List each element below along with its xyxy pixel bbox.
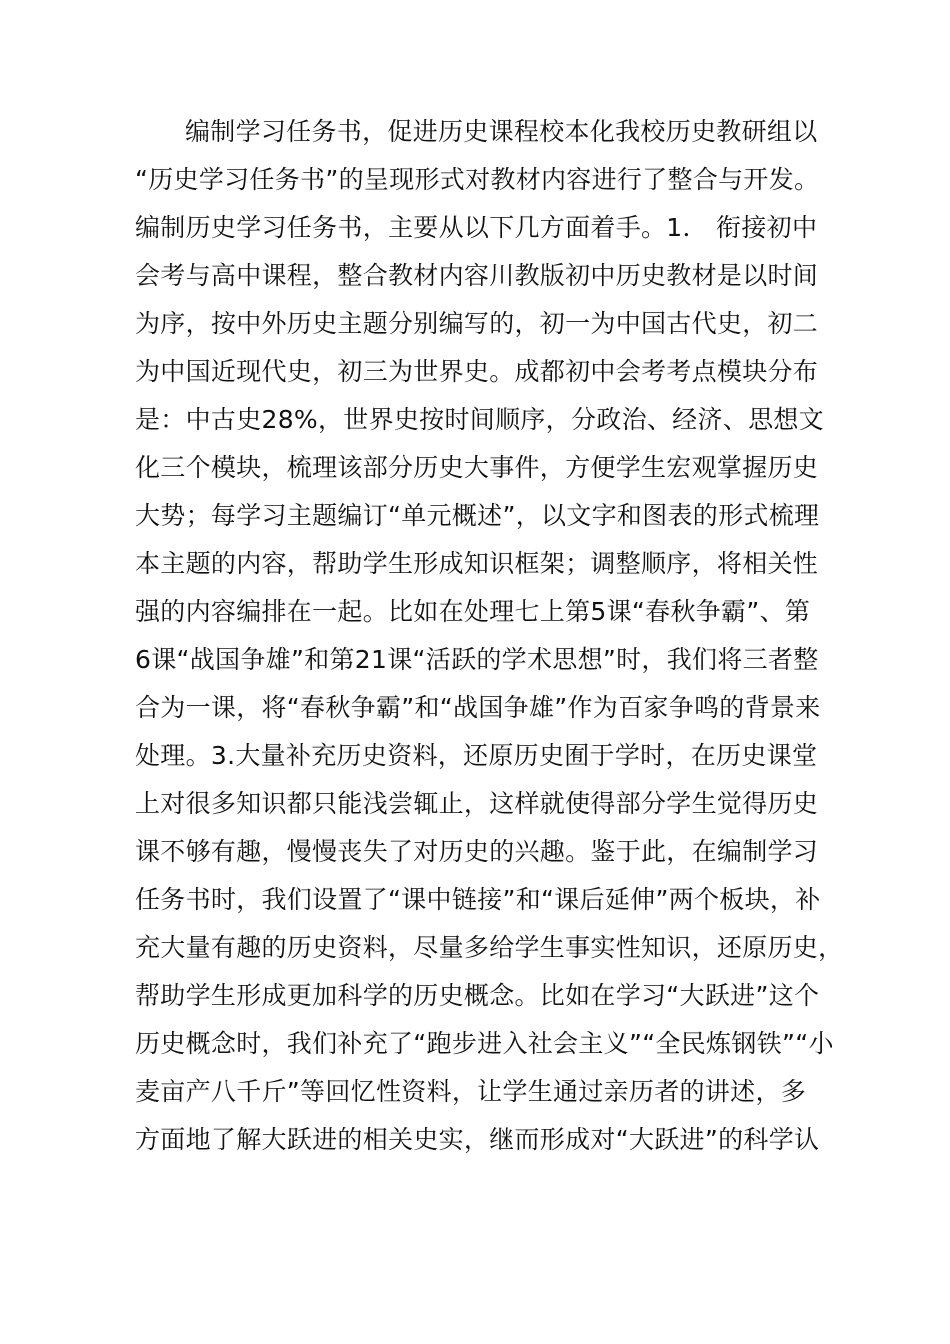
paragraph-line: 编制历史学习任务书，主要从以下几方面着手。1． 衔接初中	[135, 213, 818, 242]
paragraph-line: 为序，按中外历史主题分别编写的，初一为中国古代史，初二	[135, 309, 819, 338]
paragraph-line: 编制学习任务书，促进历史课程校本化我校历史教研组以	[185, 117, 818, 146]
paragraph-line: 本主题的内容，帮助学生形成知识框架；调整顺序，将相关性	[135, 549, 819, 578]
paragraph-line: 会考与高中课程，整合教材内容川教版初中历史教材是以时间	[135, 261, 819, 290]
paragraph-line: 历史概念时，我们补充了“跑步进入社会主义”“全民炼钢铁”“小	[135, 1029, 834, 1058]
paragraph-line: 合为一课，将“春秋争霸”和“战国争雄”作为百家争鸣的背景来	[135, 693, 821, 722]
paragraph-line: 6课“战国争雄”和第21课“活跃的学术思想”时，我们将三者整	[135, 645, 819, 674]
paragraph-line: 化三个模块，梳理该部分历史大事件，方便学生宏观掌握历史	[135, 453, 819, 482]
paragraph-line: 处理。3.大量补充历史资料，还原历史囿于学时，在历史课堂	[135, 741, 818, 770]
paragraph-line: 大势；每学习主题编订“单元概述”，以文字和图表的形式梳理	[135, 501, 820, 530]
paragraph-line: 麦亩产八千斤”等回忆性资料，让学生通过亲历者的讲述，多	[135, 1077, 807, 1106]
paragraph-line: 任务书时，我们设置了“课中链接”和“课后延伸”两个板块，补	[135, 885, 821, 914]
paragraph-line: 强的内容编排在一起。比如在处理七上第5课“春秋争霸”、第	[135, 597, 811, 626]
paragraph-line: 上对很多知识都只能浅尝辄止，这样就使得部分学生觉得历史	[135, 789, 819, 818]
paragraph-line: 帮助学生形成更加科学的历史概念。比如在学习“大跃进”这个	[135, 981, 820, 1010]
paragraph-line: 充大量有趣的历史资料，尽量多给学生事实性知识，还原历史，	[135, 933, 844, 962]
body-paragraph	[135, 108, 844, 1164]
paragraph-line: 是：中古史28%，世界史按时间顺序，分政治、经济、思想文	[135, 405, 824, 434]
paragraph-line: 课不够有趣，慢慢丧失了对历史的兴趣。鉴于此，在编制学习	[135, 837, 819, 866]
paragraph-line: 为中国近现代史，初三为世界史。成都初中会考考点模块分布	[135, 357, 819, 386]
paragraph-line: “历史学习任务书”的呈现形式对教材内容进行了整合与开发。	[135, 165, 820, 194]
paragraph-line: 方面地了解大跃进的相关史实，继而形成对“大跃进”的科学认	[135, 1125, 820, 1154]
